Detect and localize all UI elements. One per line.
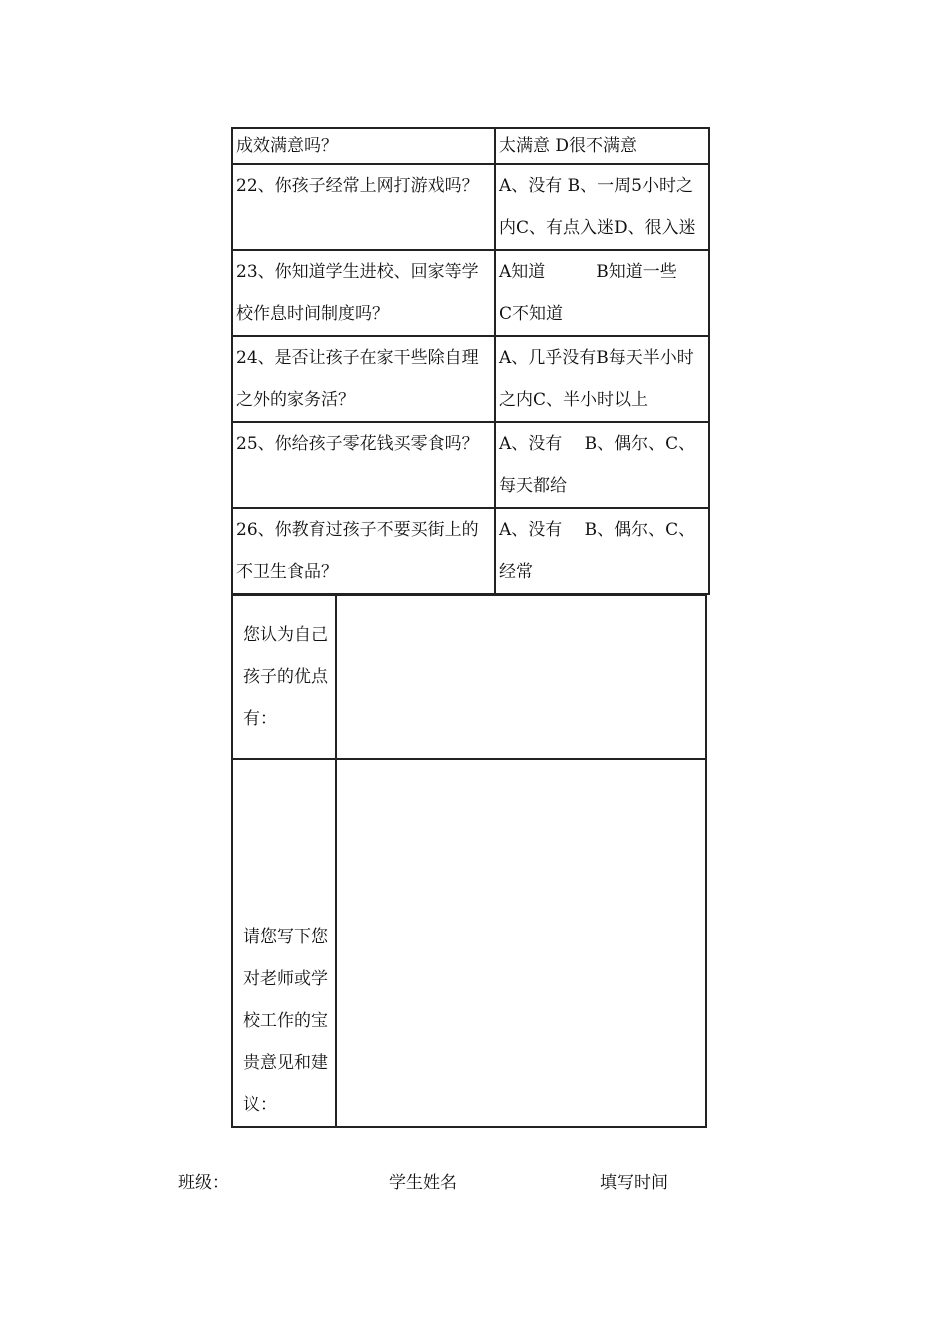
- fill-date-label: 填写时间: [600, 1173, 668, 1193]
- answer-options: 太满意 D很不满意: [495, 128, 709, 164]
- question-row: [232, 164, 709, 250]
- answer-options: A知道 B知道一些 C不知道: [495, 250, 709, 336]
- answer-box[interactable]: [336, 595, 706, 759]
- footer: [0, 1168, 950, 1196]
- question-text: 26、你教育过孩子不要买街上的不卫生食品？: [232, 508, 495, 594]
- question-row: [232, 422, 709, 508]
- questions-table: [231, 127, 745, 595]
- question-row: [232, 336, 709, 422]
- question-row: [232, 508, 709, 594]
- answer-options: A、没有 B、偶尔、C、经常: [495, 508, 709, 594]
- question-text: 23、你知道学生进校、回家等学校作息时间制度吗？: [232, 250, 495, 336]
- open-questions-table: [231, 595, 707, 1128]
- question-row: [232, 128, 709, 164]
- answer-box[interactable]: [336, 759, 706, 1127]
- open-question-label: 请您写下您对老师或学校工作的宝贵意见和建议：: [232, 759, 336, 1127]
- answer-options: A、没有 B、一周5小时之内C、有点入迷D、很入迷: [495, 164, 709, 250]
- open-question-label: 您认为自己孩子的优点有：: [232, 595, 336, 759]
- survey-sheet: [231, 127, 745, 1128]
- open-question-row: [232, 595, 706, 759]
- student-name-label: 学生姓名: [389, 1173, 457, 1193]
- class-label: 班级：: [178, 1173, 229, 1193]
- question-row: [232, 250, 709, 336]
- question-text: 成效满意吗？: [232, 128, 495, 164]
- question-text: 25、你给孩子零花钱买零食吗？: [232, 422, 495, 508]
- answer-options: A、没有 B、偶尔、C、每天都给: [495, 422, 709, 508]
- answer-options: A、几乎没有B每天半小时之内C、半小时以上: [495, 336, 709, 422]
- question-text: 24、是否让孩子在家干些除自理之外的家务活？: [232, 336, 495, 422]
- open-question-row: [232, 759, 706, 1127]
- question-text: 22、你孩子经常上网打游戏吗？: [232, 164, 495, 250]
